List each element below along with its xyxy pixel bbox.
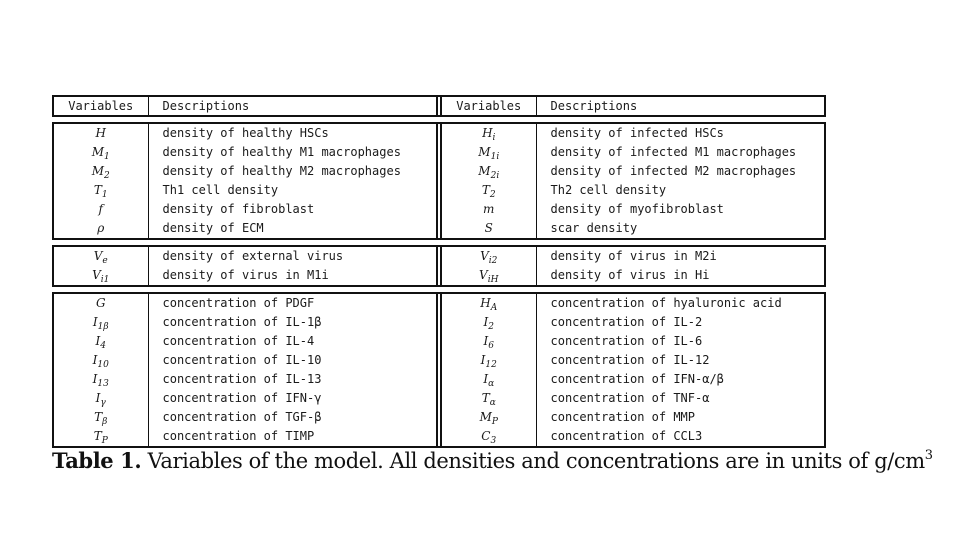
variable-cell-left <box>53 370 148 389</box>
description-cell-right: concentration of TNF-α <box>536 389 825 408</box>
spacer-cell <box>148 116 437 123</box>
variable-symbol: H <box>482 126 493 140</box>
variable-cell-right <box>441 332 536 351</box>
variable-symbol: m <box>483 202 495 216</box>
variable-subscript: 3 <box>490 436 497 446</box>
variable-cell-right <box>441 389 536 408</box>
caption-label: Table 1. <box>52 448 142 473</box>
variable-symbol: H <box>95 126 106 140</box>
variable-cell-right <box>441 246 536 266</box>
variable-symbol: G <box>95 296 106 310</box>
variable-symbol: S <box>484 221 493 235</box>
variable-subscript: P <box>101 436 108 446</box>
variable-cell-left <box>53 219 148 239</box>
variable-subscript: 1 <box>101 190 108 200</box>
description-cell-right: density of infected M2 macrophages <box>536 162 825 181</box>
description-cell-left: concentration of TGF-β <box>148 408 437 427</box>
variable-cell-right <box>441 266 536 286</box>
description-cell-right: density of infected HSCs <box>536 123 825 143</box>
description-cell-right: scar density <box>536 219 825 239</box>
spacer-cell <box>441 286 536 293</box>
variable-cell-left <box>53 200 148 219</box>
variable-symbol: V <box>480 249 489 263</box>
variable-symbol: T <box>481 391 490 405</box>
spacer-cell <box>536 286 825 293</box>
description-cell-left: concentration of IL-10 <box>148 351 437 370</box>
table-header-row <box>53 96 825 116</box>
variable-cell-right <box>441 427 536 447</box>
description-cell-right: density of infected M1 macrophages <box>536 143 825 162</box>
table-caption <box>52 448 960 473</box>
table-row <box>53 332 825 351</box>
variable-cell-left <box>53 351 148 370</box>
variable-subscript: A <box>490 303 498 313</box>
variable-cell-left <box>53 123 148 143</box>
variable-cell-right <box>441 123 536 143</box>
variable-cell-right <box>441 370 536 389</box>
spacer-cell <box>53 239 148 246</box>
table-row <box>53 123 825 143</box>
description-cell-left: density of fibroblast <box>148 200 437 219</box>
variable-subscript: β <box>102 417 108 427</box>
variable-subscript: 2i <box>490 171 500 181</box>
description-cell-right: concentration of MMP <box>536 408 825 427</box>
variable-subscript: 10 <box>97 360 109 370</box>
variable-symbol: C <box>481 429 491 443</box>
variable-symbol: V <box>479 268 488 282</box>
variable-subscript: γ <box>100 398 106 408</box>
band-spacer <box>53 239 825 246</box>
header-descriptions-right: Descriptions <box>536 96 825 116</box>
variable-subscript: i2 <box>488 256 498 266</box>
description-cell-left: density of virus in M1i <box>148 266 437 286</box>
variable-cell-right <box>441 313 536 332</box>
spacer-cell <box>148 239 437 246</box>
band-spacer <box>53 286 825 293</box>
variable-symbol: M <box>479 410 492 424</box>
variable-cell-left <box>53 266 148 286</box>
variable-symbol: I <box>480 353 486 367</box>
variable-subscript: iH <box>487 275 499 285</box>
variable-subscript: 1β <box>97 322 109 332</box>
variable-subscript: α <box>488 379 495 389</box>
variable-subscript: i1 <box>100 275 110 285</box>
spacer-cell <box>536 239 825 246</box>
description-cell-right: concentration of IL-2 <box>536 313 825 332</box>
description-cell-right: concentration of IL-12 <box>536 351 825 370</box>
variable-cell-left <box>53 389 148 408</box>
variable-symbol: I <box>483 372 489 386</box>
description-cell-right: Th2 cell density <box>536 181 825 200</box>
description-cell-right: concentration of IFN-α/β <box>536 370 825 389</box>
variable-symbol: M <box>478 164 491 178</box>
variable-symbol: M <box>91 145 105 159</box>
variable-symbol: ρ <box>97 221 105 235</box>
variable-subscript: 2 <box>489 190 496 200</box>
variable-cell-right <box>441 219 536 239</box>
variable-subscript: 6 <box>488 341 494 351</box>
description-cell-left: density of healthy HSCs <box>148 123 437 143</box>
variable-subscript: P <box>491 417 498 427</box>
variable-symbol: T <box>93 429 102 443</box>
variable-cell-left <box>53 427 148 447</box>
variable-cell-left <box>53 293 148 313</box>
description-cell-right: density of myofibroblast <box>536 200 825 219</box>
variable-subscript: i <box>492 133 496 143</box>
description-cell-right: concentration of hyaluronic acid <box>536 293 825 313</box>
variable-subscript: 1 <box>104 152 110 162</box>
variable-subscript: 1i <box>490 152 500 162</box>
variable-cell-left <box>53 246 148 266</box>
description-cell-left: concentration of IL-4 <box>148 332 437 351</box>
header-variables-left: Variables <box>53 96 148 116</box>
description-cell-left: concentration of TIMP <box>148 427 437 447</box>
table-row <box>53 370 825 389</box>
variable-symbol: I <box>92 315 98 329</box>
description-cell-left: density of external virus <box>148 246 437 266</box>
description-cell-left: concentration of IFN-γ <box>148 389 437 408</box>
variable-subscript: 12 <box>485 360 497 370</box>
header-variables-right: Variables <box>441 96 536 116</box>
variables-table-body <box>53 96 825 447</box>
variable-subscript: e <box>102 256 108 266</box>
description-cell-left: concentration of IL-13 <box>148 370 437 389</box>
variable-symbol: I <box>483 315 489 329</box>
table-row <box>53 351 825 370</box>
table-row <box>53 313 825 332</box>
variable-subscript: 4 <box>100 341 106 351</box>
caption-text: Variables of the model. All densities and concentrations are in units of g/cm <box>147 449 925 473</box>
band-spacer <box>53 116 825 123</box>
table-row <box>53 219 825 239</box>
table-row <box>53 266 825 286</box>
description-cell-left: density of ECM <box>148 219 437 239</box>
variable-symbol: I <box>95 334 101 348</box>
variable-symbol: I <box>95 391 101 405</box>
spacer-cell <box>536 116 825 123</box>
table-row <box>53 293 825 313</box>
variable-subscript: α <box>489 398 496 408</box>
variable-subscript: 2 <box>488 322 494 332</box>
variable-cell-right <box>441 293 536 313</box>
variable-subscript: 13 <box>97 379 109 389</box>
variable-symbol: V <box>93 249 103 263</box>
description-cell-left: density of healthy M2 macrophages <box>148 162 437 181</box>
variables-table <box>52 95 826 448</box>
description-cell-left: Th1 cell density <box>148 181 437 200</box>
description-cell-left: density of healthy M1 macrophages <box>148 143 437 162</box>
table-row <box>53 181 825 200</box>
spacer-cell <box>53 116 148 123</box>
variable-symbol: V <box>92 268 101 282</box>
variable-cell-right <box>441 351 536 370</box>
description-cell-right: density of virus in M2i <box>536 246 825 266</box>
description-cell-right: concentration of IL-6 <box>536 332 825 351</box>
spacer-cell <box>148 286 437 293</box>
table-row <box>53 408 825 427</box>
table-row <box>53 427 825 447</box>
variable-cell-left <box>53 313 148 332</box>
variable-cell-right <box>441 408 536 427</box>
variable-cell-left <box>53 181 148 200</box>
table-row <box>53 389 825 408</box>
variable-symbol: T <box>481 183 490 197</box>
table-row <box>53 200 825 219</box>
variable-cell-left <box>53 162 148 181</box>
description-cell-left: concentration of PDGF <box>148 293 437 313</box>
variable-cell-right <box>441 200 536 219</box>
variable-cell-right <box>441 181 536 200</box>
table-row <box>53 162 825 181</box>
variable-symbol: f <box>98 202 103 216</box>
variable-symbol: I <box>483 334 489 348</box>
variable-cell-right <box>441 162 536 181</box>
description-cell-left: concentration of IL-1β <box>148 313 437 332</box>
spacer-cell <box>441 116 536 123</box>
variable-symbol: M <box>478 145 491 159</box>
caption-superscript: 3 <box>924 448 933 463</box>
variable-symbol: M <box>91 164 105 178</box>
spacer-cell <box>441 239 536 246</box>
variable-symbol: I <box>92 353 98 367</box>
variables-table-container <box>52 95 826 448</box>
variable-symbol: H <box>480 296 491 310</box>
variable-subscript: 2 <box>104 171 110 181</box>
variable-symbol: T <box>93 183 102 197</box>
variable-cell-left <box>53 408 148 427</box>
description-cell-right: density of virus in Hi <box>536 266 825 286</box>
description-cell-right: concentration of CCL3 <box>536 427 825 447</box>
variable-cell-left <box>53 332 148 351</box>
variable-cell-right <box>441 143 536 162</box>
header-descriptions-left: Descriptions <box>148 96 437 116</box>
variable-symbol: I <box>92 372 98 386</box>
table-row <box>53 246 825 266</box>
table-row <box>53 143 825 162</box>
spacer-cell <box>53 286 148 293</box>
variable-cell-left <box>53 143 148 162</box>
variable-symbol: T <box>94 410 103 424</box>
